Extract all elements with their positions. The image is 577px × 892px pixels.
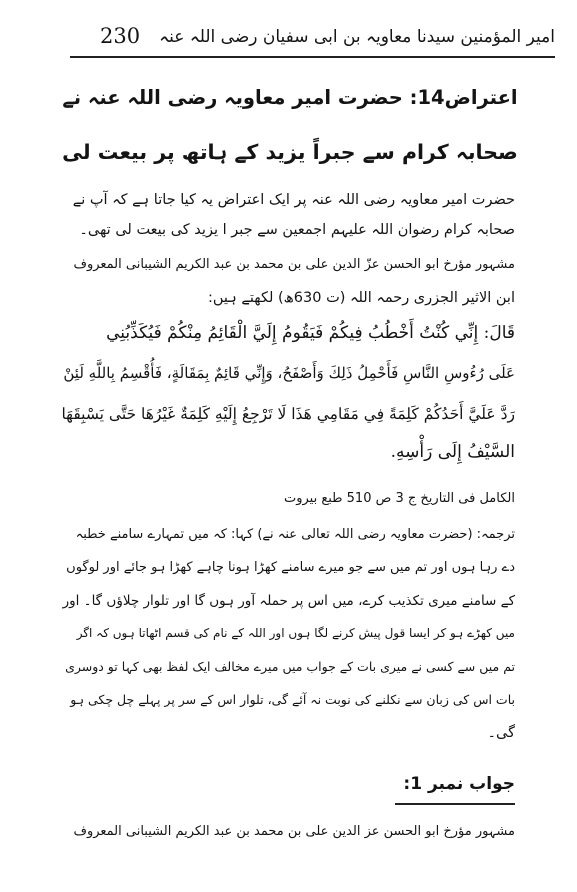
translation-line: کے سامنے میری تکذیب کرے، میں اس پر حملہ آور ہوں گا اور تلوار چلاؤں گا۔ اور bbox=[62, 593, 515, 609]
arabic-quote-line: قَالَ: إِنِّي كُنْتُ أَخْطُبُ فِيكُمْ فَيَقُومُ إِلَيَّ الْقَائِمُ مِنْكُمْ فَيُكَذِّبُنِي bbox=[106, 323, 515, 343]
translation-line: تم میں سے کسی نے میری بات کے جواب میں میرے مخالف ایک لفظ بھی کہا تو دوسری bbox=[65, 659, 515, 674]
page-number: 230 bbox=[100, 24, 141, 48]
translation-line: میں کھڑے ہو کر ایسا قول پیش کرنے لگا ہوں اور اللہ کے نام کی قسم اٹھاتا ہوں کہ اگر bbox=[76, 626, 515, 640]
chapter-heading-line-2: صحابہ کرام سے جبراً یزید کے ہاتھ پر بیعت لی bbox=[62, 140, 518, 164]
answer-heading: جواب نمبر 1: bbox=[403, 774, 515, 794]
translation-line: گی۔ bbox=[487, 725, 515, 741]
translation-line: ترجمہ: (حضرت معاویہ رضی اللہ تعالی عنہ نے) کہا: کہ میں تمہارے سامنے خطبہ bbox=[75, 527, 515, 542]
header-rule bbox=[70, 56, 555, 58]
arabic-quote-line: السَّيْفُ إِلَى رَأْسِهِ. bbox=[390, 442, 515, 462]
arabic-quote-line: عَلَى رُءُوسِ النَّاسِ فَأَحْمِلُ ذَلِكَ وَأَصْفَحُ، وَإِنِّي قَائِمٌ بِمَقَالَةٍ، فَأُقْسِمُ بِاللَّهِ لَئِنْ bbox=[63, 364, 515, 382]
answer-heading-underline bbox=[395, 803, 515, 805]
chapter-heading-line-1: اعتراض14: حضرت امیر معاویہ رضی اللہ عنہ نے bbox=[62, 86, 518, 109]
paragraph-line: مشہور مؤرخ ابو الحسن عزّ الدین علی بن محمد بن عبد الکریم الشیبانی المعروف bbox=[73, 257, 515, 272]
translation-line: بات اس کی زبان سے نکلنے کی نوبت نہ آئے گی، تلوار اس کے سر پر پہلے چل چکی ہو bbox=[70, 692, 515, 707]
paragraph-line: مشہور مؤرخ ابو الحسن عز الدین علی بن محمد بن عبد الکریم الشیبانی المعروف bbox=[73, 824, 515, 839]
page-header bbox=[70, 18, 555, 58]
source-reference: الکامل فی التاریخ ج 3 ص 510 طبع بیروت bbox=[283, 491, 515, 506]
paragraph-line: صحابہ کرام رضوان اللہ علیہم اجمعین سے جبر ا یزید کی بیعت لی تھی۔ bbox=[79, 222, 515, 238]
paragraph-line: ابن الاثیر الجزری رحمہ اللہ (ت 630ھ) لکھتے ہیں: bbox=[208, 290, 515, 306]
translation-line: دے رہا ہوں اور تم میں سے جو میرے سامنے کھڑا ہونا چاہے کھڑا ہو جائے اور لوگوں bbox=[66, 560, 515, 575]
arabic-quote-line: رَدَّ عَلَيَّ أَحَدُكُمْ كَلِمَةً فِي مَقَامِي هَذَا لَا تَرْجِعُ إِلَيْهِ كَلِمَةٌ غَيْرُهَا حَتَّى يَسْبِقَهَا bbox=[61, 405, 515, 423]
paragraph-line: حضرت امیر معاویہ رضی اللہ عنہ پر ایک اعتراض یہ کیا جاتا ہے کہ آپ نے bbox=[72, 192, 515, 208]
running-title: امیر المؤمنین سیدنا معاویہ بن ابی سفیان رضی اللہ عنہ bbox=[159, 27, 555, 47]
